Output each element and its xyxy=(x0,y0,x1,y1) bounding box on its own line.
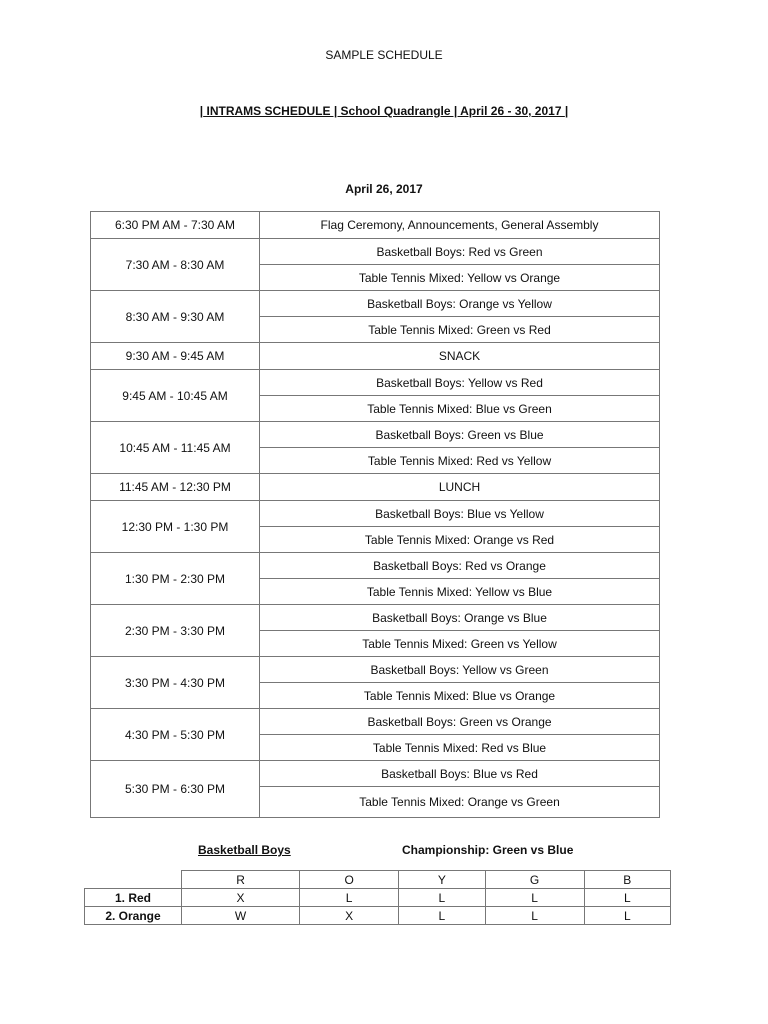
time-slot: 9:45 AM - 10:45 AM xyxy=(91,370,260,422)
schedule-row xyxy=(91,761,660,787)
schedule-row xyxy=(91,605,660,631)
standings-row xyxy=(85,907,671,925)
time-slot: 6:30 PM AM - 7:30 AM xyxy=(91,212,260,239)
standings-column-header: R xyxy=(182,871,300,889)
header-bar-left: | xyxy=(199,104,204,118)
event-cell: Table Tennis Mixed: Yellow vs Blue xyxy=(260,579,660,605)
result-cell: X xyxy=(300,907,399,925)
schedule-row xyxy=(91,291,660,317)
event-cell: Basketball Boys: Blue vs Yellow xyxy=(260,501,660,527)
schedule-header xyxy=(0,104,768,118)
event-cell: Basketball Boys: Yellow vs Red xyxy=(260,370,660,396)
standings-header-row xyxy=(85,871,671,889)
standings-table-body xyxy=(85,871,671,925)
schedule-row xyxy=(91,343,660,370)
schedule-row xyxy=(91,212,660,239)
schedule-row xyxy=(91,657,660,683)
event-cell: Table Tennis Mixed: Yellow vs Orange xyxy=(260,265,660,291)
standings-column-header: Y xyxy=(399,871,485,889)
header-text: INTRAMS SCHEDULE | School Quadrangle | April 26 - 30, 2017 xyxy=(206,104,562,118)
event-cell: Table Tennis Mixed: Green vs Red xyxy=(260,317,660,343)
schedule-row xyxy=(91,239,660,265)
event-cell: Basketball Boys: Blue vs Red xyxy=(260,761,660,787)
schedule-table-body xyxy=(91,212,660,818)
page-title: SAMPLE SCHEDULE xyxy=(325,48,443,62)
event-cell: SNACK xyxy=(260,343,660,370)
time-slot: 4:30 PM - 5:30 PM xyxy=(91,709,260,761)
event-cell: Table Tennis Mixed: Red vs Blue xyxy=(260,735,660,761)
schedule-row xyxy=(91,422,660,448)
schedule-row xyxy=(91,709,660,735)
time-slot: 1:30 PM - 2:30 PM xyxy=(91,553,260,605)
schedule-row xyxy=(91,370,660,396)
event-cell: Table Tennis Mixed: Blue vs Orange xyxy=(260,683,660,709)
event-cell: Table Tennis Mixed: Orange vs Green xyxy=(260,787,660,818)
championship-text: Championship: Green vs Blue xyxy=(402,843,574,857)
standings-corner-cell xyxy=(85,871,182,889)
result-cell: W xyxy=(182,907,300,925)
time-slot: 7:30 AM - 8:30 AM xyxy=(91,239,260,291)
event-cell: Table Tennis Mixed: Red vs Yellow xyxy=(260,448,660,474)
time-slot: 2:30 PM - 3:30 PM xyxy=(91,605,260,657)
time-slot: 12:30 PM - 1:30 PM xyxy=(91,501,260,553)
team-name: 2. Orange xyxy=(85,907,182,925)
event-cell: Basketball Boys: Green vs Orange xyxy=(260,709,660,735)
result-cell: L xyxy=(399,889,485,907)
header-bar-right: | xyxy=(564,104,569,118)
standings-row xyxy=(85,889,671,907)
event-cell: LUNCH xyxy=(260,474,660,501)
event-cell: Basketball Boys: Red vs Green xyxy=(260,239,660,265)
standings-column-header: G xyxy=(485,871,584,889)
result-cell: L xyxy=(300,889,399,907)
event-cell: Basketball Boys: Red vs Orange xyxy=(260,553,660,579)
time-slot: 11:45 AM - 12:30 PM xyxy=(91,474,260,501)
event-cell: Basketball Boys: Orange vs Blue xyxy=(260,605,660,631)
schedule-row xyxy=(91,474,660,501)
result-cell: L xyxy=(584,907,670,925)
result-cell: L xyxy=(485,889,584,907)
standings-column-header: B xyxy=(584,871,670,889)
event-cell: Table Tennis Mixed: Green vs Yellow xyxy=(260,631,660,657)
event-cell: Basketball Boys: Orange vs Yellow xyxy=(260,291,660,317)
result-cell: L xyxy=(399,907,485,925)
standings-column-header: O xyxy=(300,871,399,889)
event-cell: Table Tennis Mixed: Orange vs Red xyxy=(260,527,660,553)
result-cell: L xyxy=(485,907,584,925)
time-slot: 3:30 PM - 4:30 PM xyxy=(91,657,260,709)
schedule-row xyxy=(91,501,660,527)
event-cell: Basketball Boys: Yellow vs Green xyxy=(260,657,660,683)
event-cell: Table Tennis Mixed: Blue vs Green xyxy=(260,396,660,422)
time-slot: 8:30 AM - 9:30 AM xyxy=(91,291,260,343)
schedule-date: April 26, 2017 xyxy=(345,182,423,196)
time-slot: 10:45 AM - 11:45 AM xyxy=(91,422,260,474)
result-cell: L xyxy=(584,889,670,907)
standings-table xyxy=(84,870,671,925)
schedule-row xyxy=(91,553,660,579)
event-cell: Basketball Boys: Green vs Blue xyxy=(260,422,660,448)
event-cell: Flag Ceremony, Announcements, General Assembly xyxy=(260,212,660,239)
time-slot: 5:30 PM - 6:30 PM xyxy=(91,761,260,818)
team-name: 1. Red xyxy=(85,889,182,907)
result-cell: X xyxy=(182,889,300,907)
schedule-table xyxy=(90,211,660,818)
standings-label: Basketball Boys xyxy=(198,843,291,857)
time-slot: 9:30 AM - 9:45 AM xyxy=(91,343,260,370)
